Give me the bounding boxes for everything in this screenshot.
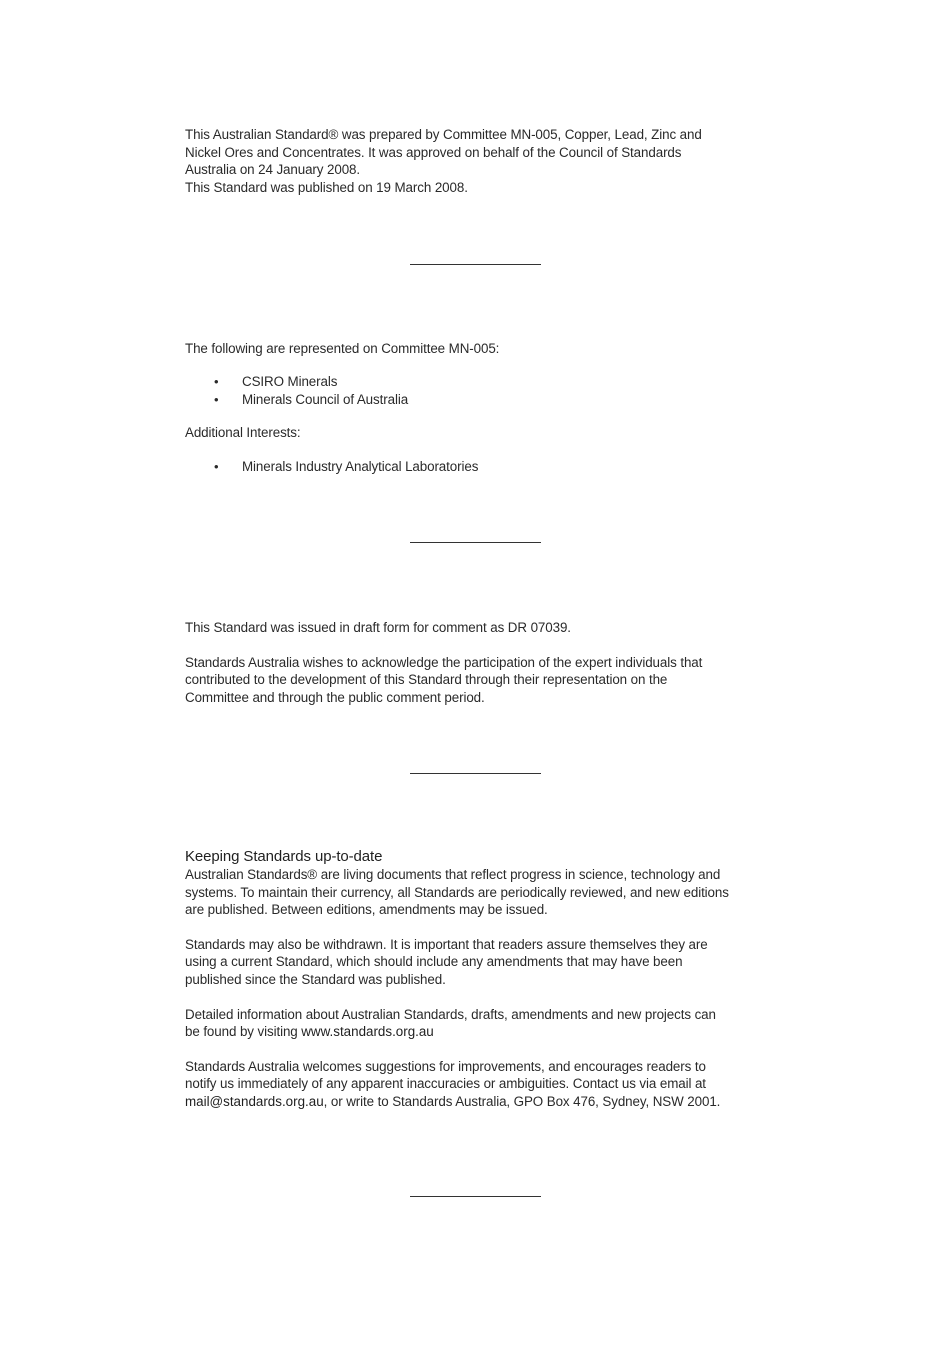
preparation-statement (185, 126, 785, 196)
list-item (185, 391, 785, 409)
email-link[interactable]: mail@standards.org.au (185, 1093, 324, 1109)
bullet-icon: • (214, 458, 219, 474)
paragraph-line: Detailed information about Australian Standards, drafts, amendments and new projects can (185, 1006, 716, 1022)
paragraph (185, 936, 785, 989)
paragraph-line (185, 1023, 785, 1041)
paragraph (185, 1006, 785, 1041)
website-link[interactable]: www.standards.org.au (301, 1024, 434, 1040)
section-divider (410, 773, 541, 774)
publication-line: This Standard was published on 19 March 2008. (185, 179, 468, 195)
paragraph-text: be found by visiting (185, 1024, 302, 1040)
paragraph-line: notify us immediately of any apparent inaccuracies or ambiguities. Contact us via email at (185, 1076, 706, 1092)
section-divider (410, 264, 541, 265)
paragraph-line: Standards may also be withdrawn. It is important that readers assure themselves they are (185, 936, 708, 952)
list-item (185, 458, 785, 476)
section-divider (410, 1196, 541, 1197)
section-heading: Keeping Standards up-to-date (185, 848, 383, 865)
member-name: Minerals Industry Analytical Laboratories (242, 458, 479, 474)
acknowledgement-line: Committee and through the public comment period. (185, 689, 485, 705)
paragraph-line: using a current Standard, which should include any amendments that may have been (185, 954, 683, 970)
draft-section (185, 619, 785, 706)
acknowledgement-line: contributed to the development of this Standard through their representation on the (185, 672, 668, 688)
acknowledgement-line: Standards Australia wishes to acknowledge the participation of the expert individuals that (185, 654, 703, 670)
paragraph-text: , or write to Standards Australia, GPO Box 476, Sydney, NSW 2001. (323, 1093, 721, 1109)
paragraph-line: are published. Between editions, amendments may be issued. (185, 902, 548, 918)
additional-interests-label: Additional Interests: (185, 425, 301, 441)
draft-issued: This Standard was issued in draft form for comment as DR 07039. (185, 620, 571, 635)
paragraph (185, 866, 785, 919)
member-name: Minerals Council of Australia (242, 391, 409, 407)
paragraph-line: Standards Australia welcomes suggestions for improvements, and encourages readers to (185, 1058, 706, 1074)
acknowledgement (185, 654, 785, 707)
bullet-icon: • (214, 391, 219, 407)
paragraph-line: published since the Standard was published. (185, 971, 446, 987)
representation-intro: The following are represented on Committee MN-005: (185, 341, 500, 356)
section-divider (410, 542, 541, 543)
representation-section (185, 340, 785, 475)
preparation-line: This Australian Standard® was prepared by Committee MN-005, Copper, Lead, Zinc and (185, 127, 702, 142)
paragraph-line: systems. To maintain their currency, all Standards are periodically reviewed, and new editions (185, 884, 729, 900)
list-item (185, 373, 785, 391)
member-name: CSIRO Minerals (242, 374, 338, 390)
preparation-line: Australia on 24 January 2008. (185, 162, 361, 178)
preparation-line: Nickel Ores and Concentrates. It was approved on behalf of the Council of Standards (185, 144, 682, 160)
paragraph-line (185, 1093, 785, 1111)
paragraph (185, 1058, 785, 1111)
paragraph-line: Australian Standards® are living documents that reflect progress in science, technology and (185, 867, 721, 882)
member-list (185, 373, 785, 408)
keeping-standards-section (185, 848, 785, 1111)
bullet-icon: • (214, 374, 219, 390)
additional-list (185, 458, 785, 476)
